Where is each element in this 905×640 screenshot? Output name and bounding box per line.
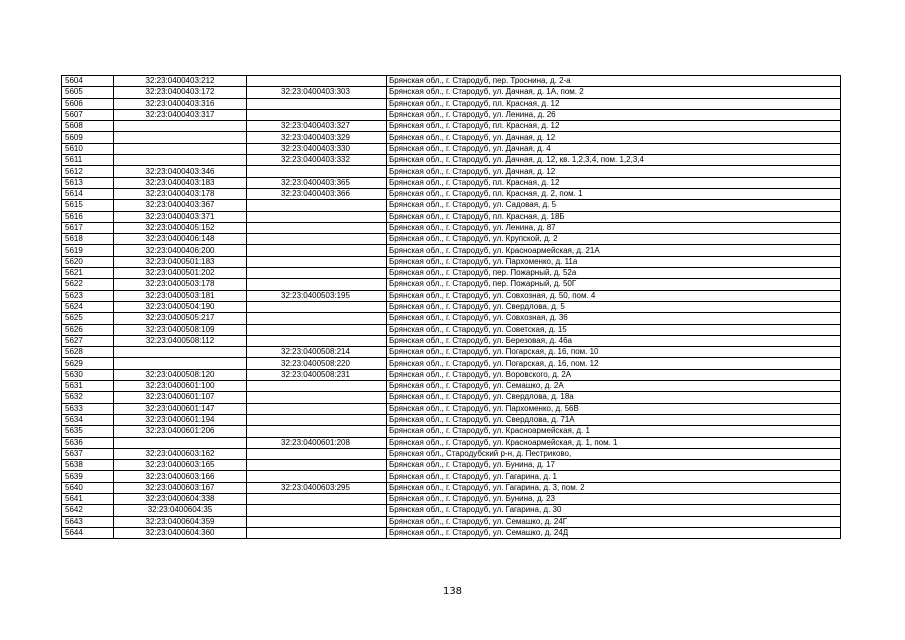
cadastral-number-cell — [114, 121, 247, 132]
cadastral-number-cell: 32:23:0400403:178 — [114, 188, 247, 199]
cadastral-number-cell: 32:23:0400403:346 — [114, 166, 247, 177]
table-row — [62, 369, 841, 380]
row-number-cell: 5617 — [62, 222, 114, 233]
table-row — [62, 76, 841, 87]
address-cell: Брянская обл., г. Стародуб, пл. Красная, д. 12 — [387, 121, 841, 132]
table-row — [62, 121, 841, 132]
table-row — [62, 505, 841, 516]
table-row — [62, 313, 841, 324]
row-number-cell: 5625 — [62, 313, 114, 324]
secondary-cadastral-number-cell — [247, 166, 387, 177]
address-cell: Брянская обл., г. Стародуб, ул. Совхозная, д. 50, пом. 4 — [387, 290, 841, 301]
secondary-cadastral-number-cell: 32:23:0400508:231 — [247, 369, 387, 380]
table-row — [62, 426, 841, 437]
secondary-cadastral-number-cell — [247, 426, 387, 437]
table-row — [62, 448, 841, 459]
secondary-cadastral-number-cell — [247, 505, 387, 516]
address-cell: Брянская обл., г. Стародуб, ул. Крупской, д. 2 — [387, 234, 841, 245]
row-number-cell: 5643 — [62, 516, 114, 527]
row-number-cell: 5616 — [62, 211, 114, 222]
table-row — [62, 188, 841, 199]
address-cell: Брянская обл., г. Стародуб, ул. Красноармейская, д. 21А — [387, 245, 841, 256]
row-number-cell: 5631 — [62, 381, 114, 392]
address-cell: Брянская обл., г. Стародуб, ул. Погарская, д. 16, пом. 10 — [387, 347, 841, 358]
cadastral-number-cell: 32:23:0400403:316 — [114, 98, 247, 109]
row-number-cell: 5640 — [62, 482, 114, 493]
address-cell: Брянская обл., г. Стародуб, ул. Березовая, д. 46а — [387, 335, 841, 346]
address-cell: Брянская обл., г. Стародуб, ул. Пархоменко, д. 56В — [387, 403, 841, 414]
cadastral-number-cell: 32:23:0400501:202 — [114, 268, 247, 279]
table-row — [62, 437, 841, 448]
row-number-cell: 5629 — [62, 358, 114, 369]
row-number-cell: 5635 — [62, 426, 114, 437]
cadastral-number-cell: 32:23:0400403:371 — [114, 211, 247, 222]
cadastral-number-cell: 32:23:0400403:367 — [114, 200, 247, 211]
address-cell: Брянская обл., г. Стародуб, ул. Красноармейская, д. 1 — [387, 426, 841, 437]
table-row — [62, 527, 841, 538]
address-cell: Брянская обл., г. Стародуб, пл. Красная, д. 18Б — [387, 211, 841, 222]
address-cell: Брянская обл., г. Стародуб, ул. Ленина, д. 87 — [387, 222, 841, 233]
table-row — [62, 358, 841, 369]
secondary-cadastral-number-cell — [247, 460, 387, 471]
cadastral-number-cell: 32:23:0400601:147 — [114, 403, 247, 414]
cadastral-number-cell: 32:23:0400406:200 — [114, 245, 247, 256]
cadastral-number-cell — [114, 347, 247, 358]
registry-table — [61, 75, 841, 539]
cadastral-number-cell — [114, 132, 247, 143]
row-number-cell: 5620 — [62, 256, 114, 267]
address-cell: Брянская обл., г. Стародуб, пл. Красная, д. 12 — [387, 98, 841, 109]
cadastral-number-cell: 32:23:0400403:212 — [114, 76, 247, 87]
cadastral-number-cell: 32:23:0400601:206 — [114, 426, 247, 437]
address-cell: Брянская обл., г. Стародуб, ул. Садовая, д. 5 — [387, 200, 841, 211]
address-cell: Брянская обл., г. Стародуб, ул. Свердлова, д. 71А — [387, 414, 841, 425]
table-row — [62, 155, 841, 166]
secondary-cadastral-number-cell: 32:23:0400603:295 — [247, 482, 387, 493]
row-number-cell: 5632 — [62, 392, 114, 403]
secondary-cadastral-number-cell — [247, 392, 387, 403]
cadastral-number-cell: 32:23:0400504:190 — [114, 301, 247, 312]
row-number-cell: 5608 — [62, 121, 114, 132]
secondary-cadastral-number-cell — [247, 313, 387, 324]
table-row — [62, 234, 841, 245]
cadastral-number-cell: 32:23:0400403:172 — [114, 87, 247, 98]
secondary-cadastral-number-cell: 32:23:0400508:220 — [247, 358, 387, 369]
address-cell: Брянская обл., г. Стародуб, ул. Гагарина, д. 30 — [387, 505, 841, 516]
row-number-cell: 5642 — [62, 505, 114, 516]
address-cell: Брянская обл., г. Стародуб, ул. Свердлова, д. 5 — [387, 301, 841, 312]
row-number-cell: 5606 — [62, 98, 114, 109]
cadastral-number-cell: 32:23:0400603:167 — [114, 482, 247, 493]
cadastral-number-cell: 32:23:0400503:178 — [114, 279, 247, 290]
cadastral-number-cell: 32:23:0400508:109 — [114, 324, 247, 335]
table-row — [62, 301, 841, 312]
secondary-cadastral-number-cell: 32:23:0400403:365 — [247, 177, 387, 188]
address-cell: Брянская обл., г. Стародуб, ул. Совхозная, д. 36 — [387, 313, 841, 324]
table-row — [62, 166, 841, 177]
secondary-cadastral-number-cell: 32:23:0400403:327 — [247, 121, 387, 132]
cadastral-number-cell: 32:23:0400603:162 — [114, 448, 247, 459]
secondary-cadastral-number-cell — [247, 448, 387, 459]
table-row — [62, 471, 841, 482]
table-row — [62, 200, 841, 211]
cadastral-number-cell: 32:23:0400601:194 — [114, 414, 247, 425]
page-number: 138 — [442, 586, 463, 597]
row-number-cell: 5626 — [62, 324, 114, 335]
registry-table-body — [62, 76, 841, 539]
row-number-cell: 5611 — [62, 155, 114, 166]
address-cell: Брянская обл., г. Стародуб, ул. Погарская, д. 16, пом. 12 — [387, 358, 841, 369]
secondary-cadastral-number-cell — [247, 403, 387, 414]
table-row — [62, 268, 841, 279]
secondary-cadastral-number-cell — [247, 279, 387, 290]
cadastral-number-cell — [114, 155, 247, 166]
secondary-cadastral-number-cell — [247, 471, 387, 482]
table-row — [62, 87, 841, 98]
address-cell: Брянская обл., г. Стародуб, ул. Красноармейская, д. 1, пом. 1 — [387, 437, 841, 448]
row-number-cell: 5637 — [62, 448, 114, 459]
row-number-cell: 5618 — [62, 234, 114, 245]
cadastral-number-cell: 32:23:0400604:338 — [114, 493, 247, 504]
secondary-cadastral-number-cell: 32:23:0400601:208 — [247, 437, 387, 448]
address-cell: Брянская обл., г. Стародуб, ул. Бунина, д. 17 — [387, 460, 841, 471]
row-number-cell: 5612 — [62, 166, 114, 177]
table-row — [62, 335, 841, 346]
row-number-cell: 5630 — [62, 369, 114, 380]
address-cell: Брянская обл., г. Стародуб, пл. Красная, д. 2, пом. 1 — [387, 188, 841, 199]
cadastral-number-cell — [114, 437, 247, 448]
row-number-cell: 5641 — [62, 493, 114, 504]
row-number-cell: 5614 — [62, 188, 114, 199]
row-number-cell: 5628 — [62, 347, 114, 358]
address-cell: Брянская обл., г. Стародуб, ул. Свердлова, д. 18а — [387, 392, 841, 403]
row-number-cell: 5644 — [62, 527, 114, 538]
table-row — [62, 414, 841, 425]
row-number-cell: 5633 — [62, 403, 114, 414]
secondary-cadastral-number-cell: 32:23:0400403:303 — [247, 87, 387, 98]
address-cell: Брянская обл., г. Стародуб, пер. Пожарный, д. 50Г — [387, 279, 841, 290]
cadastral-number-cell: 32:23:0400508:120 — [114, 369, 247, 380]
table-row — [62, 177, 841, 188]
table-row — [62, 211, 841, 222]
cadastral-number-cell: 32:23:0400603:165 — [114, 460, 247, 471]
table-row — [62, 392, 841, 403]
row-number-cell: 5638 — [62, 460, 114, 471]
address-cell: Брянская обл., г. Стародуб, пер. Пожарный, д. 52а — [387, 268, 841, 279]
table-row — [62, 222, 841, 233]
secondary-cadastral-number-cell — [247, 76, 387, 87]
table-row — [62, 516, 841, 527]
address-cell: Брянская обл., г. Стародуб, ул. Воровского, д. 2А — [387, 369, 841, 380]
address-cell: Брянская обл., г. Стародуб, ул. Советская, д. 15 — [387, 324, 841, 335]
row-number-cell: 5622 — [62, 279, 114, 290]
cadastral-number-cell: 32:23:0400601:107 — [114, 392, 247, 403]
secondary-cadastral-number-cell: 32:23:0400503:195 — [247, 290, 387, 301]
secondary-cadastral-number-cell — [247, 222, 387, 233]
table-row — [62, 98, 841, 109]
table-row — [62, 324, 841, 335]
row-number-cell: 5636 — [62, 437, 114, 448]
row-number-cell: 5613 — [62, 177, 114, 188]
row-number-cell: 5624 — [62, 301, 114, 312]
table-row — [62, 403, 841, 414]
cadastral-number-cell: 32:23:0400503:181 — [114, 290, 247, 301]
table-row — [62, 493, 841, 504]
address-cell: Брянская обл., г. Стародуб, ул. Ленина, д. 26 — [387, 109, 841, 120]
address-cell: Брянская обл., Стародубский р-н, д. Пестриково, — [387, 448, 841, 459]
cadastral-number-cell: 32:23:0400604:359 — [114, 516, 247, 527]
address-cell: Брянская обл., г. Стародуб, пл. Красная, д. 12 — [387, 177, 841, 188]
secondary-cadastral-number-cell — [247, 301, 387, 312]
secondary-cadastral-number-cell — [247, 324, 387, 335]
cadastral-number-cell: 32:23:0400601:100 — [114, 381, 247, 392]
table-row — [62, 109, 841, 120]
cadastral-number-cell: 32:23:0400403:317 — [114, 109, 247, 120]
cadastral-number-cell — [114, 358, 247, 369]
cadastral-number-cell: 32:23:0400405:152 — [114, 222, 247, 233]
address-cell: Брянская обл., г. Стародуб, ул. Семашко, д. 24Д — [387, 527, 841, 538]
secondary-cadastral-number-cell — [247, 516, 387, 527]
cadastral-number-cell: 32:23:0400406:148 — [114, 234, 247, 245]
row-number-cell: 5610 — [62, 143, 114, 154]
row-number-cell: 5604 — [62, 76, 114, 87]
secondary-cadastral-number-cell: 32:23:0400508:214 — [247, 347, 387, 358]
cadastral-number-cell: 32:23:0400508:112 — [114, 335, 247, 346]
row-number-cell: 5607 — [62, 109, 114, 120]
row-number-cell: 5634 — [62, 414, 114, 425]
address-cell: Брянская обл., г. Стародуб, пер. Троснина, д. 2-а — [387, 76, 841, 87]
secondary-cadastral-number-cell — [247, 200, 387, 211]
address-cell: Брянская обл., г. Стародуб, ул. Гагарина, д. 1 — [387, 471, 841, 482]
table-row — [62, 460, 841, 471]
table-row — [62, 279, 841, 290]
table-row — [62, 347, 841, 358]
row-number-cell: 5627 — [62, 335, 114, 346]
secondary-cadastral-number-cell: 32:23:0400403:329 — [247, 132, 387, 143]
secondary-cadastral-number-cell — [247, 109, 387, 120]
address-cell: Брянская обл., г. Стародуб, ул. Гагарина, д. 3, пом. 2 — [387, 482, 841, 493]
address-cell: Брянская обл., г. Стародуб, ул. Дачная, д. 12, кв. 1,2,3,4, пом. 1,2,3,4 — [387, 155, 841, 166]
secondary-cadastral-number-cell — [247, 211, 387, 222]
secondary-cadastral-number-cell — [247, 245, 387, 256]
table-row — [62, 482, 841, 493]
row-number-cell: 5615 — [62, 200, 114, 211]
table-row — [62, 290, 841, 301]
row-number-cell: 5605 — [62, 87, 114, 98]
address-cell: Брянская обл., г. Стародуб, ул. Дачная, д. 1А, пом. 2 — [387, 87, 841, 98]
row-number-cell: 5619 — [62, 245, 114, 256]
table-row — [62, 143, 841, 154]
secondary-cadastral-number-cell: 32:23:0400403:366 — [247, 188, 387, 199]
row-number-cell: 5609 — [62, 132, 114, 143]
table-row — [62, 245, 841, 256]
secondary-cadastral-number-cell — [247, 234, 387, 245]
table-row — [62, 256, 841, 267]
row-number-cell: 5639 — [62, 471, 114, 482]
row-number-cell: 5621 — [62, 268, 114, 279]
address-cell: Брянская обл., г. Стародуб, ул. Пархоменко, д. 11а — [387, 256, 841, 267]
secondary-cadastral-number-cell — [247, 414, 387, 425]
secondary-cadastral-number-cell — [247, 98, 387, 109]
address-cell: Брянская обл., г. Стародуб, ул. Бунина, д. 23 — [387, 493, 841, 504]
cadastral-number-cell: 32:23:0400604:360 — [114, 527, 247, 538]
secondary-cadastral-number-cell — [247, 335, 387, 346]
row-number-cell: 5623 — [62, 290, 114, 301]
cadastral-number-cell: 32:23:0400501:183 — [114, 256, 247, 267]
address-cell: Брянская обл., г. Стародуб, ул. Дачная, д. 4 — [387, 143, 841, 154]
address-cell: Брянская обл., г. Стародуб, ул. Семашко, д. 2А — [387, 381, 841, 392]
cadastral-number-cell — [114, 143, 247, 154]
table-row — [62, 132, 841, 143]
secondary-cadastral-number-cell: 32:23:0400403:332 — [247, 155, 387, 166]
address-cell: Брянская обл., г. Стародуб, ул. Дачная, д. 12 — [387, 166, 841, 177]
secondary-cadastral-number-cell — [247, 256, 387, 267]
secondary-cadastral-number-cell — [247, 527, 387, 538]
cadastral-number-cell: 32:23:0400604:35 — [114, 505, 247, 516]
address-cell: Брянская обл., г. Стародуб, ул. Семашко, д. 24Г — [387, 516, 841, 527]
cadastral-number-cell: 32:23:0400403:183 — [114, 177, 247, 188]
secondary-cadastral-number-cell — [247, 268, 387, 279]
table-row — [62, 381, 841, 392]
secondary-cadastral-number-cell — [247, 493, 387, 504]
cadastral-number-cell: 32:23:0400603:166 — [114, 471, 247, 482]
secondary-cadastral-number-cell: 32:23:0400403:330 — [247, 143, 387, 154]
secondary-cadastral-number-cell — [247, 381, 387, 392]
cadastral-number-cell: 32:23:0400505:217 — [114, 313, 247, 324]
address-cell: Брянская обл., г. Стародуб, ул. Дачная, д. 12 — [387, 132, 841, 143]
